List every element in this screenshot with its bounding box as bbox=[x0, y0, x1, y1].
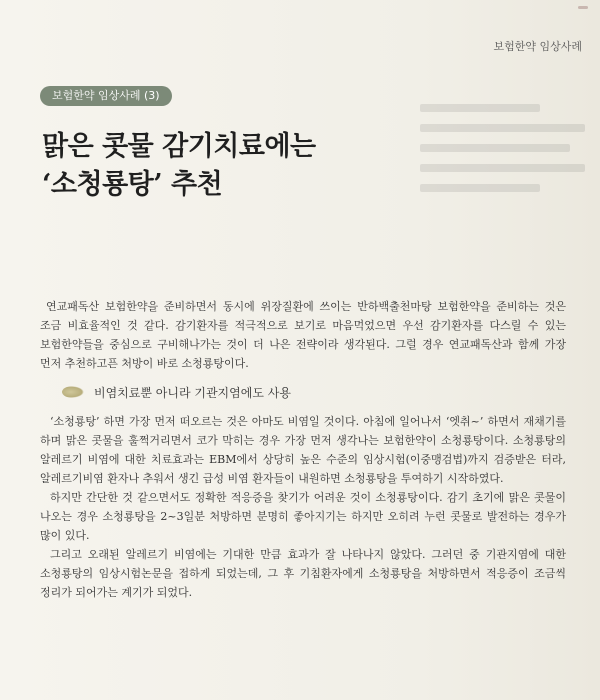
page-corner-mark bbox=[578, 6, 588, 9]
subheading bbox=[62, 383, 291, 401]
subheading-text: 비염치료뿐 아니라 기관지염에도 사용 bbox=[94, 385, 291, 400]
paragraph: 그리고 오래된 알레르기 비염에는 기대한 만큼 효과가 잘 나타나지 않았다. 그러던 중 기관지염에 대한 소청룡탕의 임상시험논문을 접하게 되었는데, 그 후 기침환자에게 소청룡탕을 처방하면서 적응증이 조금씩 정리가 되어가는 계기가 되었다. bbox=[40, 548, 566, 599]
section-badge: 보험한약 임상사례 (3) bbox=[40, 86, 172, 106]
paragraph: ‘소청룡탕’ 하면 가장 먼저 떠오르는 것은 아마도 비염일 것이다. 아침에 일어나서 ‘엣취~’ 하면서 재채기를 하며 맑은 콧물을 훌쩍거리면서 코가 막히는 경우 가장 먼저 생각나는 보험한약이 소청룡탕이다. 소청룡탕의 알레르기 비염에 대한 치료효과는 EBM에서 상당히 높은 수준의 임상시험(이중맹검법)까지 검증받은 터라, 알레르기비염 환자나 추워서 생긴 급성 비염 환자들이 내원하면 소청룡탕을 투여하기 시작하였다. bbox=[40, 415, 566, 485]
intro-paragraph-block bbox=[40, 297, 566, 373]
title-line-1: 맑은 콧물 감기치료에는 bbox=[42, 131, 316, 162]
intro-paragraph: 연교패독산 보험한약을 준비하면서 동시에 위장질환에 쓰이는 반하백출천마탕 보험한약을 준비하는 것은 조금 비효율적인 것 같다. 감기환자를 적극적으로 보기로 마음먹었으면 우선 감기환자를 다스릴 수 있는 보험한약들을 중심으로 구비해나가는 것이 더 나은 전략이라 생각된다. 그럴 경우 연교패독산과 함께 가장 먼저 추천하고픈 처방이 바로 소청룡탕이다. bbox=[40, 300, 566, 370]
section-body bbox=[40, 412, 566, 602]
running-header: 보험한약 임상사례 bbox=[493, 40, 582, 53]
title-line-2: ‘소청룡탕’ 추천 bbox=[42, 169, 223, 200]
leaf-bullet-icon bbox=[62, 386, 84, 398]
article-title bbox=[42, 128, 372, 204]
paragraph: 하지만 간단한 것 같으면서도 정확한 적응증을 찾기가 어려운 것이 소청룡탕이다. 감기 초기에 맑은 콧물이 나오는 경우 소청룡탕을 2~3일분 처방하면 분명히 좋아지기는 하지만 오히려 누런 콧물로 발전하는 경우가 많이 있다. bbox=[40, 491, 566, 542]
bleed-through-text bbox=[400, 92, 590, 212]
